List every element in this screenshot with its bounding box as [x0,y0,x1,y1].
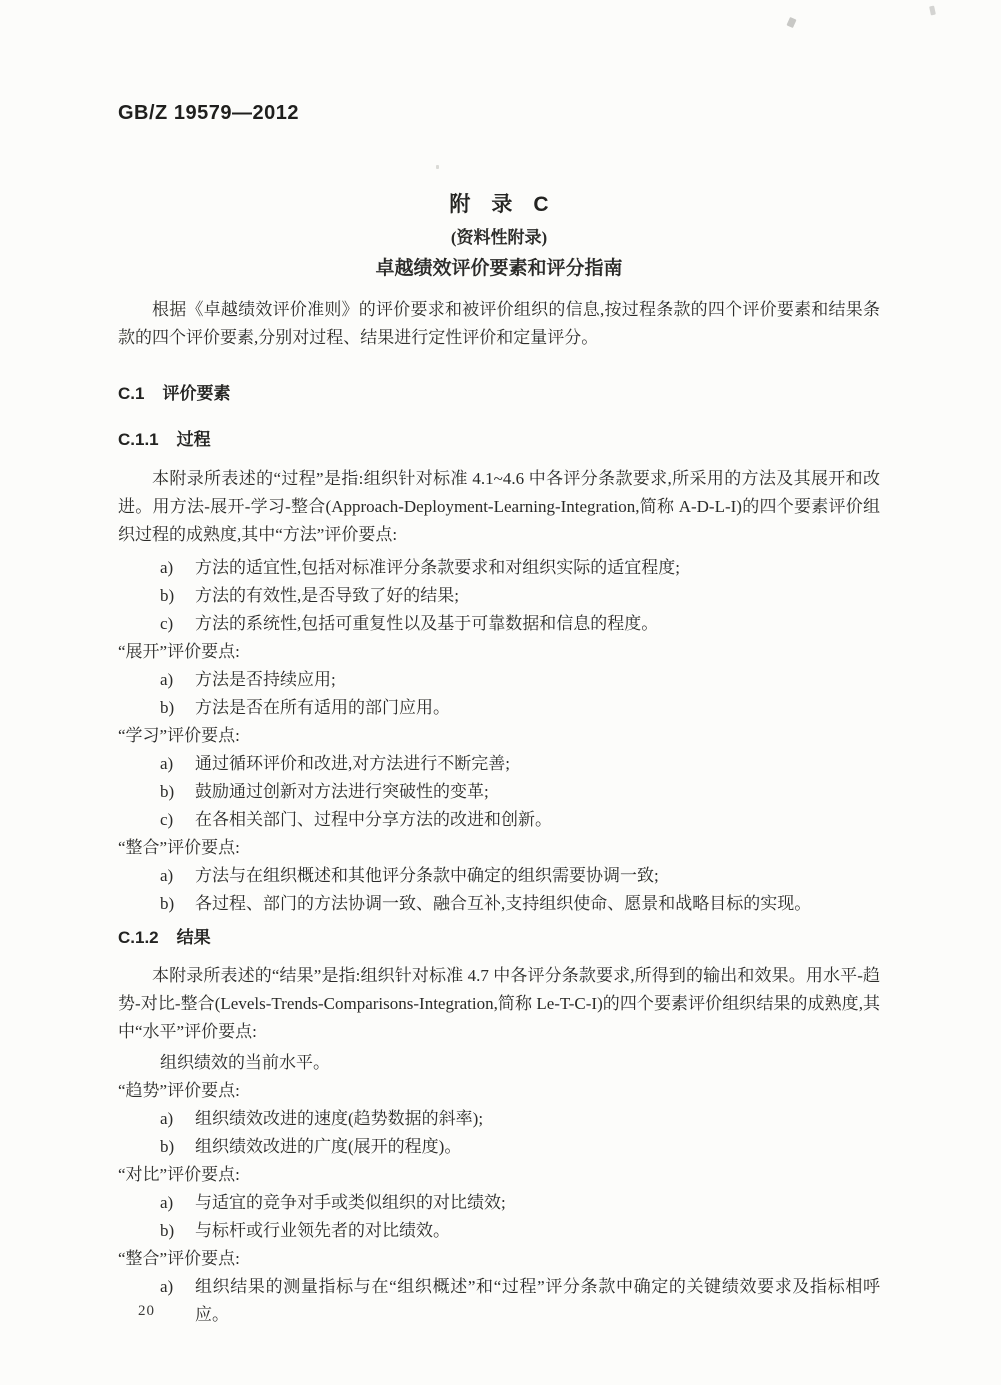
section-title: 评价要素 [162,384,231,403]
appendix-subheading: (资料性附录) [450,228,548,247]
list-item-marker: a) [160,1277,174,1296]
criteria-label: “整合”评价要点: [118,838,240,857]
list-item-text: 组织绩效改进的广度(展开的程度)。 [195,1137,462,1156]
list-item [118,806,880,834]
list-item [118,554,880,582]
plain-line: 组织绩效的当前水平。 [160,1053,330,1072]
section-number: C.1 [118,384,145,403]
list-item-marker: b) [160,698,175,717]
list-item-text: 方法是否持续应用; [195,670,336,689]
list-item [118,610,880,638]
list-item-marker: a) [160,754,174,773]
list-item [118,750,880,778]
list-item [118,778,880,806]
list-item-marker: b) [160,1137,175,1156]
list-item-text: 鼓励通过创新对方法进行突破性的变革; [195,782,489,801]
standard-code-header: GB/Z 19579—2012 [118,102,299,124]
list-item [118,582,880,610]
list-item-text: 各过程、部门的方法协调一致、融合互补,支持组织使命、愿景和战略目标的实现。 [195,894,812,913]
list-item [118,862,880,890]
scan-speck [929,6,936,16]
section-c11-heading [118,428,880,452]
list-item-text: 通过循环评价和改进,对方法进行不断完善; [195,754,510,773]
list-item-marker: a) [160,670,174,689]
list-item [118,666,880,694]
list-item-text: 方法与在组织概述和其他评分条款中确定的组织需要协调一致; [195,866,659,885]
process-definition-paragraph: 本附录所表述的“过程”是指:组织针对标准 4.1~4.6 中各评分条款要求,所采用的方法及其展开和改进。用方法-展开-学习-整合(Approach-Deployment-Learning-Integration,简称 A-D-L-I)的四个要素评价组织过程的成熟度,其中“方法”评价要点: [118,469,880,544]
list-item [118,1105,880,1133]
list-item-marker: b) [160,782,175,801]
results-definition-paragraph: 本附录所表述的“结果”是指:组织针对标准 4.7 中各评分条款要求,所得到的输出和效果。用水平-趋势-对比-整合(Levels-Trends-Comparisons-Integration,简称 Le-T-C-I)的四个要素评价组织结果的成熟度,其中“水平”评价要点: [118,966,880,1041]
page-content [118,0,880,1329]
section-c12-heading [118,926,880,950]
list-item [118,1189,880,1217]
list-item [118,890,880,918]
list-item-text: 组织结果的测量指标与在“组织概述”和“过程”评分条款中确定的关键绩效要求及指标相呼应。 [195,1277,880,1324]
list-item-text: 方法是否在所有适用的部门应用。 [195,698,450,717]
list-item-marker: a) [160,1193,174,1212]
list-item-text: 与标杆或行业领先者的对比绩效。 [195,1221,450,1240]
criteria-label: “整合”评价要点: [118,1249,240,1268]
list-item [118,694,880,722]
list-item-marker: b) [160,1221,175,1240]
list-item [118,1217,880,1245]
section-number: C.1.2 [118,928,159,947]
list-item-text: 组织绩效改进的速度(趋势数据的斜率); [195,1109,484,1128]
criteria-label: “学习”评价要点: [118,726,240,745]
list-item-text: 方法的适宜性,包括对标准评分条款要求和对组织实际的适宜程度; [195,558,680,577]
section-title: 结果 [176,928,211,947]
appendix-heading: 附 录 C [449,193,549,216]
list-item-marker: b) [160,586,175,605]
page-number: 20 [138,1303,155,1319]
section-c1-heading [118,382,880,406]
appendix-intro-paragraph: 根据《卓越绩效评价准则》的评价要求和被评价组织的信息,按过程条款的四个评价要素和结果条款的四个评价要素,分别对过程、结果进行定性评价和定量评分。 [118,300,880,347]
list-item [118,1273,880,1329]
list-item-marker: c) [160,614,174,633]
list-item-marker: a) [160,866,174,885]
criteria-label: “趋势”评价要点: [118,1081,240,1100]
list-item-marker: a) [160,558,174,577]
list-item-marker: a) [160,1109,174,1128]
list-item-text: 方法的有效性,是否导致了好的结果; [195,586,459,605]
criteria-label: “对比”评价要点: [118,1165,240,1184]
list-item-text: 与适宜的竞争对手或类似组织的对比绩效; [195,1193,506,1212]
list-item-marker: c) [160,810,174,829]
list-item [118,1133,880,1161]
list-item-text: 方法的系统性,包括可重复性以及基于可靠数据和信息的程度。 [195,614,659,633]
results-criteria-list [118,1049,880,1329]
list-item-text: 在各相关部门、过程中分享方法的改进和创新。 [195,810,552,829]
process-criteria-list [118,554,880,918]
appendix-title: 卓越绩效评价要素和评分指南 [375,258,623,279]
criteria-label: “展开”评价要点: [118,642,240,661]
list-item-marker: b) [160,894,175,913]
section-number: C.1.1 [118,430,159,449]
section-title: 过程 [176,430,211,449]
